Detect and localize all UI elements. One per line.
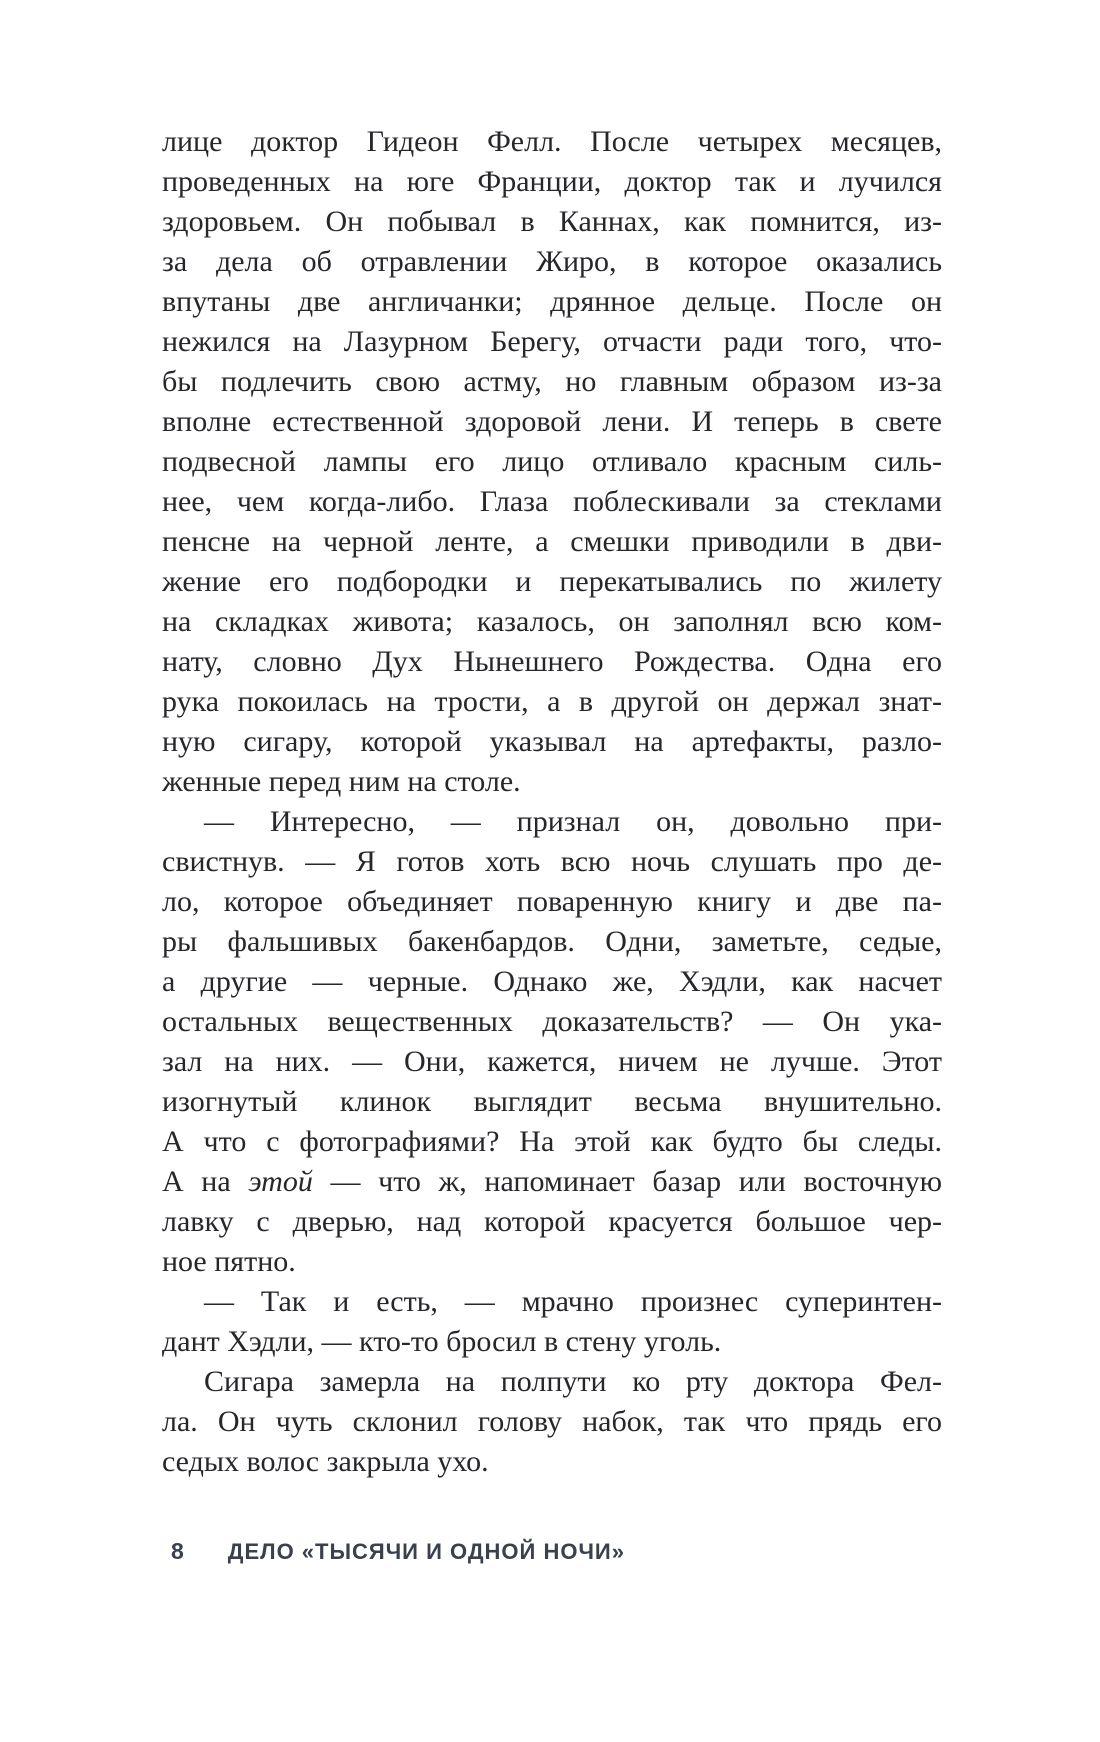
text-line: лице доктор Гидеон Фелл. После четырех месяцев, bbox=[162, 125, 942, 158]
text-line: за дела об отравлении Жиро, в которое оказались bbox=[162, 245, 942, 278]
text-line: здоровьем. Он побывал в Каннах, как помнится, из- bbox=[162, 205, 942, 238]
text-line: ное пятно. bbox=[162, 1245, 296, 1278]
text-line: ную сигару, которой указывал на артефакты, разло- bbox=[162, 725, 942, 758]
text-line: на складках живота; казалось, он заполнял всю ком- bbox=[162, 605, 942, 638]
text-line: рука покоилась на трости, а в другой он держал знат- bbox=[162, 685, 942, 718]
text-line: А на этой — что ж, напоминает базар или восточную bbox=[162, 1165, 942, 1198]
text-line: ры фальшивых бакенбардов. Одни, заметьте, седые, bbox=[162, 925, 942, 958]
paragraph bbox=[162, 122, 942, 802]
page-footer bbox=[171, 1538, 625, 1565]
text-line: лавку с дверью, над которой красуется большое чер- bbox=[162, 1205, 942, 1238]
text-line: Сигара замерла на полпути ко рту доктора Фел- bbox=[204, 1365, 942, 1398]
text-line: А что с фотографиями? На этой как будто бы следы. bbox=[162, 1125, 942, 1158]
text-line: пенсне на черной ленте, а смешки приводили в дви- bbox=[162, 525, 942, 558]
text-line: жение его подбородки и перекатывались по жилету bbox=[162, 565, 942, 598]
paragraph bbox=[162, 1362, 942, 1482]
text-line: свистнув. — Я готов хоть всю ночь слушать про де- bbox=[162, 845, 942, 878]
text-line: нату, словно Дух Нынешнего Рождества. Одна его bbox=[162, 645, 942, 678]
text-line: остальных вещественных доказательств? — Он ука- bbox=[162, 1005, 942, 1038]
page-number: 8 bbox=[171, 1538, 184, 1564]
text-line: а другие — черные. Однако же, Хэдли, как насчет bbox=[162, 965, 942, 998]
text-line: — Интересно, — признал он, довольно при- bbox=[204, 805, 942, 838]
text-line: бы подлечить свою астму, но главным образом из-за bbox=[162, 365, 942, 398]
text-line: проведенных на юге Франции, доктор так и лучился bbox=[162, 165, 942, 198]
text-line: нее, чем когда-либо. Глаза поблескивали за стеклами bbox=[162, 485, 942, 518]
text-line: седых волос закрыла ухо. bbox=[162, 1445, 489, 1478]
text-line: впутаны две англичанки; дрянное дельце. После он bbox=[162, 285, 942, 318]
text-line: дант Хэдли, — кто-то бросил в стену уголь. bbox=[162, 1325, 722, 1358]
page-text bbox=[162, 122, 942, 1482]
text-line: — Так и есть, — мрачно произнес суперинтен- bbox=[204, 1285, 942, 1318]
text-line: зал на них. — Они, кажется, ничем не лучше. Этот bbox=[162, 1045, 942, 1078]
text-line: изогнутый клинок выглядит весьма внушительно. bbox=[162, 1085, 942, 1118]
text-line: ло, которое объединяет поваренную книгу и две па- bbox=[162, 885, 942, 918]
paragraph bbox=[162, 1282, 942, 1362]
running-title: ДЕЛО «ТЫСЯЧИ И ОДНОЙ НОЧИ» bbox=[227, 1539, 625, 1564]
text-line: женные перед ним на столе. bbox=[162, 765, 521, 798]
text-line: ла. Он чуть склонил голову набок, так что прядь его bbox=[162, 1405, 942, 1438]
text-line: нежился на Лазурном Берегу, отчасти ради того, что- bbox=[162, 325, 942, 358]
text-line: вполне естественной здоровой лени. И теперь в свете bbox=[162, 405, 942, 438]
text-line: подвесной лампы его лицо отливало красным силь- bbox=[162, 445, 942, 478]
paragraph bbox=[162, 802, 942, 1282]
